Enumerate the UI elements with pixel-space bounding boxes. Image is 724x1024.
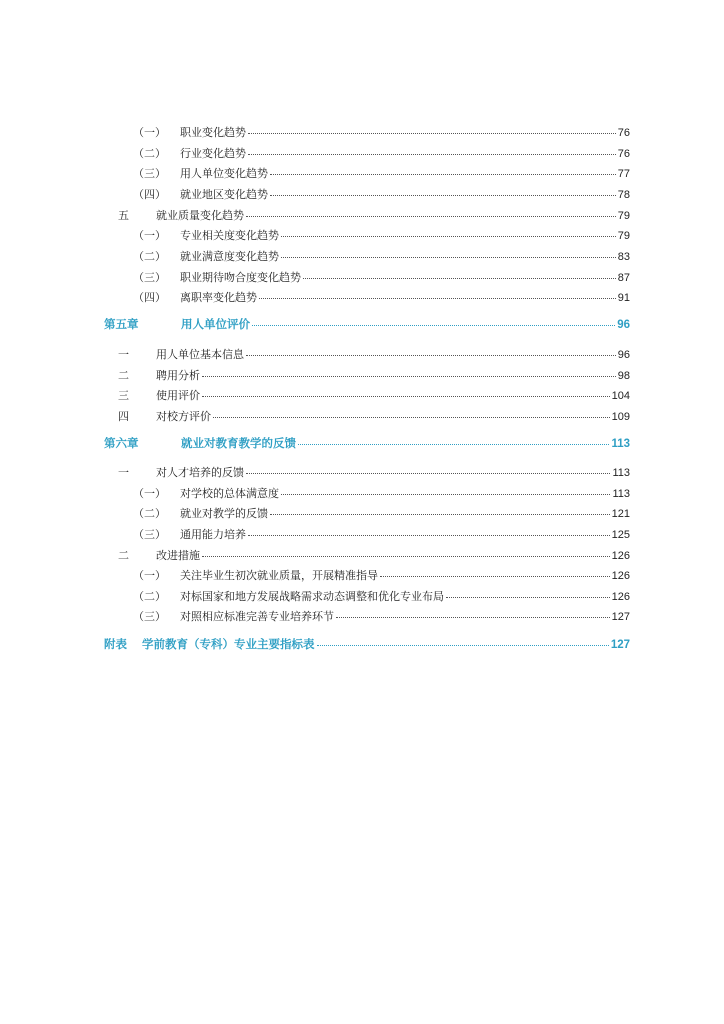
toc-entry-title: 聘用分析 xyxy=(156,370,200,382)
toc-entry-number: （四） xyxy=(133,189,166,201)
toc-entry-page: 113 xyxy=(611,438,630,450)
toc-entry-title: 对学校的总体满意度 xyxy=(180,488,279,500)
toc-entry[interactable] xyxy=(133,590,630,604)
toc-entry-number: （四） xyxy=(133,292,166,304)
toc-entry[interactable] xyxy=(133,167,630,181)
toc-entry-number: 二 xyxy=(118,550,129,562)
toc-entry-number: （二） xyxy=(133,148,166,160)
toc-entry[interactable] xyxy=(118,549,630,563)
toc-entry-page: 91 xyxy=(617,292,630,304)
toc-entry-title: 职业期待吻合度变化趋势 xyxy=(180,272,301,284)
toc-entry-title: 就业质量变化趋势 xyxy=(156,210,244,222)
toc-entry-page: 79 xyxy=(617,230,630,242)
dot-leader xyxy=(246,216,616,217)
toc-entry-title: 用人单位评价 xyxy=(181,319,250,331)
toc-entry[interactable] xyxy=(133,487,630,501)
dot-leader xyxy=(202,556,610,557)
toc-entry-page: 76 xyxy=(617,148,630,160)
toc-entry-page: 126 xyxy=(611,550,630,562)
toc-entry-page: 79 xyxy=(617,210,630,222)
toc-entry-number: 三 xyxy=(118,390,129,402)
toc-entry-page: 126 xyxy=(611,570,630,582)
toc-entry[interactable] xyxy=(133,188,630,202)
toc-entry-page: 109 xyxy=(611,411,630,423)
toc-entry-number: 一 xyxy=(118,349,129,361)
toc-entry-number: （三） xyxy=(133,529,166,541)
toc-entry-page: 76 xyxy=(617,127,630,139)
toc-entry-number: （二） xyxy=(133,591,166,603)
toc-entry-title: 改进措施 xyxy=(156,550,200,562)
toc-entry[interactable] xyxy=(133,507,630,521)
toc-entry[interactable] xyxy=(118,369,630,383)
toc-entry-title: 专业相关度变化趋势 xyxy=(180,230,279,242)
dot-leader xyxy=(317,645,609,646)
toc-entry-title: 用人单位基本信息 xyxy=(156,349,244,361)
toc-entry-number: （二） xyxy=(133,251,166,263)
toc-entry-title: 就业对教育教学的反馈 xyxy=(181,438,296,450)
toc-entry[interactable] xyxy=(133,271,630,285)
toc-entry-title: 对人才培养的反馈 xyxy=(156,467,244,479)
toc-entry[interactable] xyxy=(118,209,630,223)
dot-leader xyxy=(202,396,610,397)
toc-entry-number: 四 xyxy=(118,411,129,423)
toc-entry-title: 学前教育（专科）专业主要指标表 xyxy=(142,639,315,651)
dot-leader xyxy=(270,514,610,515)
dot-leader xyxy=(259,298,616,299)
toc-entry[interactable] xyxy=(133,126,630,140)
dot-leader xyxy=(336,617,610,618)
toc-entry-number: （三） xyxy=(133,272,166,284)
dot-leader xyxy=(202,376,616,377)
dot-leader xyxy=(248,535,610,536)
toc-entry-title: 通用能力培养 xyxy=(180,529,246,541)
toc-entry-page: 98 xyxy=(617,370,630,382)
toc-entry-title: 对标国家和地方发展战略需求动态调整和优化专业布局 xyxy=(180,591,444,603)
toc-entry-title: 职业变化趋势 xyxy=(180,127,246,139)
dot-leader xyxy=(270,195,616,196)
toc-entry-page: 113 xyxy=(612,488,630,500)
toc-entry[interactable] xyxy=(118,466,630,480)
toc-entry-title: 就业对教学的反馈 xyxy=(180,508,268,520)
dot-leader xyxy=(380,576,610,577)
dot-leader xyxy=(252,325,615,326)
toc-entry-page: 104 xyxy=(611,390,630,402)
dot-leader xyxy=(270,174,616,175)
toc-entry[interactable] xyxy=(133,291,630,305)
toc-entry[interactable] xyxy=(118,389,630,403)
toc-entry-title: 关注毕业生初次就业质量，开展精准指导 xyxy=(180,570,378,582)
toc-entry[interactable] xyxy=(133,528,630,542)
dot-leader xyxy=(281,257,616,258)
toc-entry-number: 一 xyxy=(118,467,129,479)
toc-entry-page: 83 xyxy=(617,251,630,263)
toc-entry-number: 第五章 xyxy=(104,319,139,331)
toc-entry-page: 113 xyxy=(612,467,630,479)
toc-chapter-entry[interactable] xyxy=(104,437,630,451)
toc-entry-title: 使用评价 xyxy=(156,390,200,402)
toc-entry-number: 附表 xyxy=(104,639,127,651)
toc-entry-number: 二 xyxy=(118,370,129,382)
toc-entry-page: 87 xyxy=(617,272,630,284)
dot-leader xyxy=(246,355,616,356)
toc-entry-number: 第六章 xyxy=(104,438,139,450)
toc-entry-title: 对照相应标准完善专业培养环节 xyxy=(180,611,334,623)
dot-leader xyxy=(248,154,616,155)
toc-entry-number: （一） xyxy=(133,570,166,582)
toc-chapter-entry[interactable] xyxy=(104,318,630,332)
toc-entry[interactable] xyxy=(133,610,630,624)
toc-entry-page: 96 xyxy=(617,319,630,331)
toc-entry[interactable] xyxy=(133,229,630,243)
toc-entry-number: （二） xyxy=(133,508,166,520)
dot-leader xyxy=(298,444,609,445)
toc-entry-page: 127 xyxy=(610,639,630,651)
toc-entry-title: 用人单位变化趋势 xyxy=(180,168,268,180)
toc-entry-number: （一） xyxy=(133,488,166,500)
dot-leader xyxy=(303,278,616,279)
toc-entry-number: 五 xyxy=(118,210,129,222)
dot-leader xyxy=(248,133,616,134)
toc-entry[interactable] xyxy=(133,147,630,161)
toc-entry-title: 对校方评价 xyxy=(156,411,211,423)
toc-entry[interactable] xyxy=(133,250,630,264)
toc-entry-title: 离职率变化趋势 xyxy=(180,292,257,304)
toc-entry-title: 就业地区变化趋势 xyxy=(180,189,268,201)
toc-entry-page: 121 xyxy=(611,508,630,520)
dot-leader xyxy=(281,494,610,495)
toc-entry-title: 就业满意度变化趋势 xyxy=(180,251,279,263)
toc-entry-page: 78 xyxy=(617,189,630,201)
toc-entry-title: 行业变化趋势 xyxy=(180,148,246,160)
toc-entry-page: 126 xyxy=(611,591,630,603)
dot-leader xyxy=(213,417,610,418)
toc-entry-page: 96 xyxy=(617,349,630,361)
toc-entry[interactable] xyxy=(133,569,630,583)
toc-entry-number: （一） xyxy=(133,127,166,139)
toc-entry-number: （三） xyxy=(133,168,166,180)
toc-entry[interactable] xyxy=(118,348,630,362)
dot-leader xyxy=(281,236,616,237)
toc-entry-page: 125 xyxy=(611,529,630,541)
toc-entry[interactable] xyxy=(118,410,630,424)
toc-appendix-entry[interactable] xyxy=(104,638,630,652)
toc-entry-number: （三） xyxy=(133,611,166,623)
dot-leader xyxy=(446,597,610,598)
toc-entry-page: 77 xyxy=(617,168,630,180)
toc-entry-page: 127 xyxy=(611,611,630,623)
dot-leader xyxy=(246,473,610,474)
toc-entry-number: （一） xyxy=(133,230,166,242)
